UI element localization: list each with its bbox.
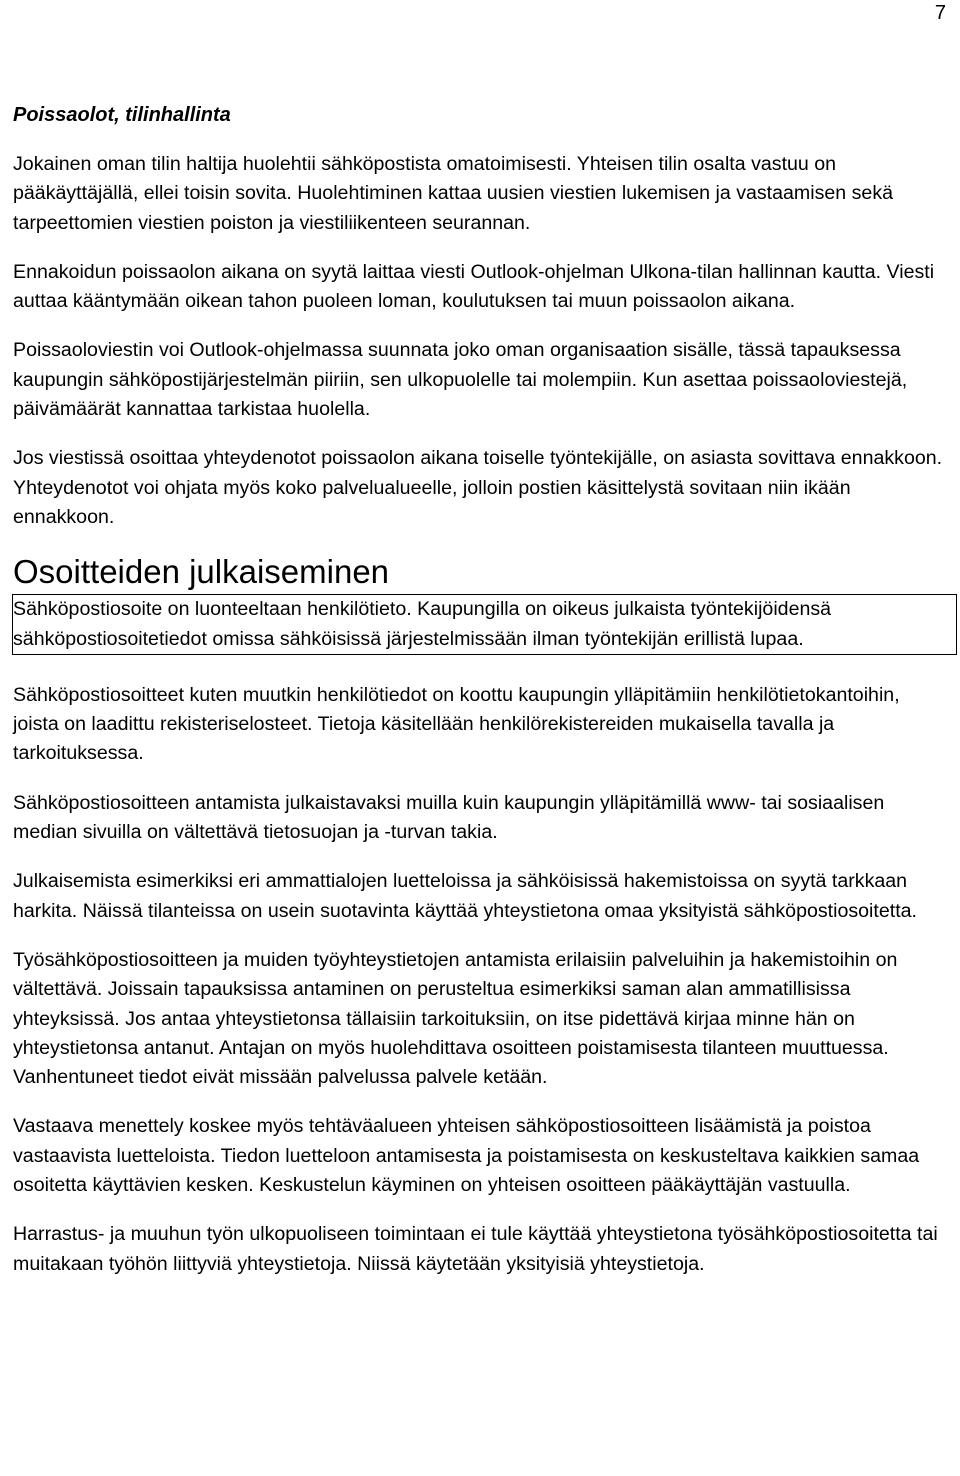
document-body	[13, 100, 948, 1299]
paragraph: Sähköpostiosoitteen antamista julkaistavaksi muilla kuin kaupungin ylläpitämillä www- tai sosiaalisen median sivuilla on vältettävä tietosuojan ja -turvan takia.	[13, 791, 885, 844]
highlight-box	[12, 594, 957, 655]
paragraph: Jos viestissä osoittaa yhteydenotot poissaolon aikana toiselle työntekijälle, on asiasta sovittava ennakkoon. Yhteydenotot voi ohjata myös koko palvelualueelle, jolloin postien käsittelystä sovitaan niin ikään ennakkoon.	[13, 447, 943, 528]
page-number: 7	[934, 2, 946, 24]
section-title: Poissaolot, tilinhallinta	[13, 104, 231, 126]
paragraph: Poissaoloviestin voi Outlook-ohjelmassa suunnata joko oman organisaation sisälle, tässä tapauksessa kaupungin sähköpostijärjestelmän piiriin, sen ulkopuolelle tai molempiin. Kun asettaa poissaoloviestejä, päivämäärät kannattaa tarkistaa huolella.	[13, 339, 908, 421]
paragraph: Vastaava menettely koskee myös tehtäväalueen yhteisen sähköpostiosoitteen lisäämistä ja poistoa vastaavista luetteloista. Tiedon luetteloon antamisesta ja poistamisesta on keskusteltava kaikkien samaa osoitetta käyttävien kesken. Keskustelun käyminen on yhteisen osoitteen pääkäyttäjän vastuulla.	[13, 1115, 920, 1197]
paragraph: Ennakoidun poissaolon aikana on syytä laittaa viesti Outlook-ohjelman Ulkona-tilan hallinnan kautta. Viesti auttaa kääntymään oikean tahon puoleen loman, koulutuksen tai muun poissaolon aikana.	[13, 260, 935, 313]
paragraph: Työsähköpostiosoitteen ja muiden työyhteystietojen antamista erilaisiin palveluihin ja hakemistoihin on vältettävä. Joissain tapauksissa antaminen on perusteltua esimerkiksi saman alan ammatillisissa yhteyksissä. Jos antaa yhteystietonsa tällaisiin tarkoituksiin, on itse pidettävä kirjaa minne hän on yhteystietonsa antanut. Antajan on myös huolehdittava osoitteen poistamisesta tilanteen muuttuessa. Vanhentuneet tiedot eivät missään palvelussa palvele ketään.	[13, 948, 898, 1089]
paragraph: Julkaisemista esimerkiksi eri ammattialojen luetteloissa ja sähköisissä hakemistoissa on syytä tarkkaan harkita. Näissä tilanteissa on usein suotavinta käyttää yhteystietona omaa yksityistä sähköpostiosoitetta.	[13, 870, 917, 922]
paragraph: Jokainen oman tilin haltija huolehtii sähköpostista omatoimisesti. Yhteisen tilin osalta vastuu on pääkäyttäjällä, ellei toisin sovita. Huolehtiminen kattaa uusien viestien lukemisen ja vastaamisen sekä tarpeettomien viestien poiston ja viestiliikenteen seurannan.	[13, 153, 894, 234]
publishing-heading: Osoitteiden julkaiseminen	[13, 553, 390, 591]
boxed-paragraph: Sähköpostiosoite on luonteeltaan henkilötieto. Kaupungilla on oikeus julkaista työntekijöidensä sähköpostiosoitetiedot omissa sähköisissä järjestelmissään ilman työntekijän erillistä lupaa.	[13, 598, 832, 650]
paragraph: Sähköpostiosoitteet kuten muutkin henkilötiedot on koottu kaupungin ylläpitämiin henkilötietokantoihin, joista on laadittu rekisteriselosteet. Tietoja käsitellään henkilörekistereiden mukaisella tavalla ja tarkoituksessa.	[13, 683, 900, 765]
paragraph: Harrastus- ja muuhun työn ulkopuoliseen toimintaan ei tule käyttää yhteystietona työsähköpostiosoitetta tai muitakaan työhön liittyviä yhteystietoja. Niissä käytetään yksityisiä yhteystietoja.	[13, 1223, 938, 1275]
